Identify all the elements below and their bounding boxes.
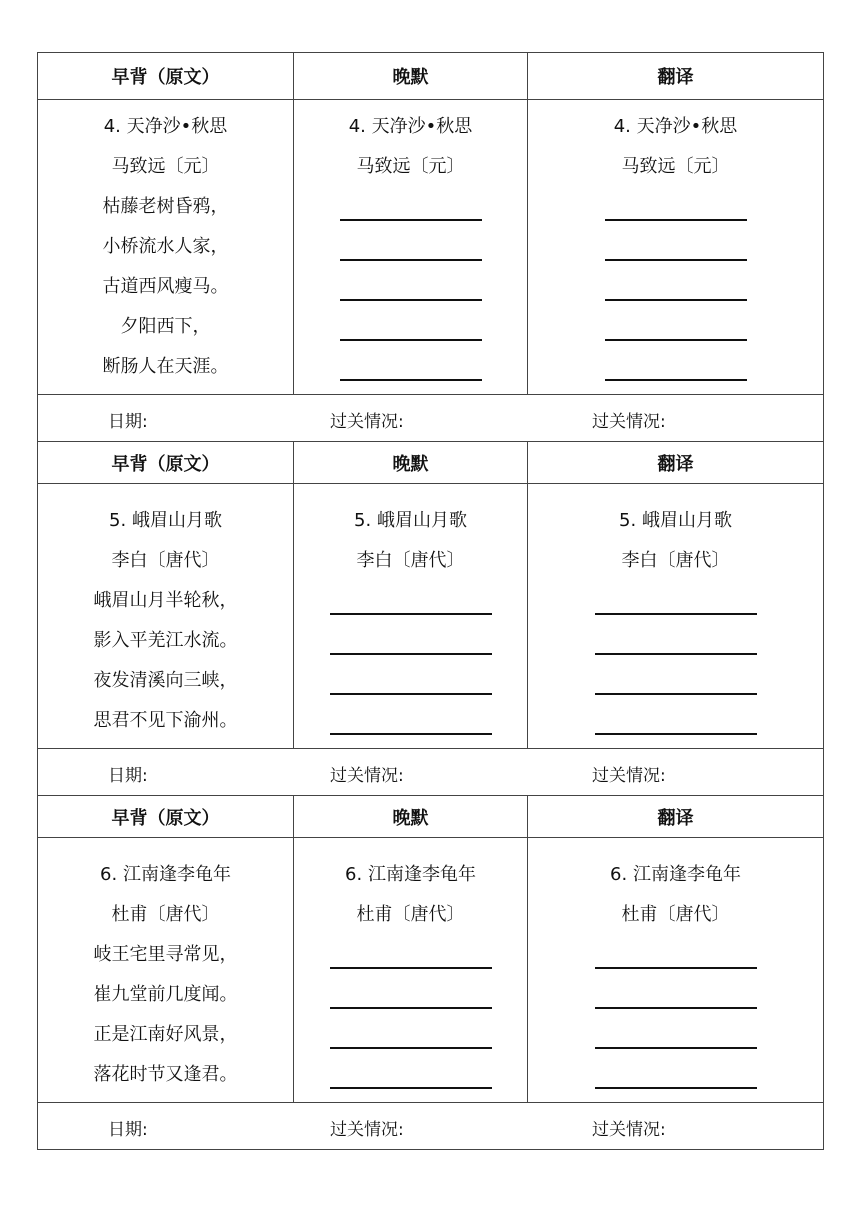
poem-author: 杜甫〔唐代〕	[356, 904, 465, 925]
blank-line[interactable]	[294, 708, 527, 748]
poem-line: 枯藤老树昏鸦，	[102, 196, 229, 217]
header-row	[38, 796, 824, 838]
poem-line: 落花时节又逢君。	[93, 1064, 238, 1085]
poem-author: 马致远〔元〕	[356, 156, 465, 177]
poem-line: 岐王宅里寻常见，	[93, 944, 238, 965]
blank-line[interactable]	[528, 668, 823, 708]
poem-line: 小桥流水人家，	[102, 236, 229, 257]
recitation-sheet	[37, 52, 823, 1150]
status-label: 过关情况:	[330, 1120, 404, 1140]
blank-line[interactable]	[528, 628, 823, 668]
poem-line: 正是江南好风景，	[93, 1024, 238, 1045]
poem-title: 6. 江南逢李龟年	[345, 864, 476, 885]
poem-line: 峨眉山月半轮秋，	[93, 590, 238, 611]
blank-line[interactable]	[528, 708, 823, 748]
blank-line[interactable]	[294, 274, 527, 314]
poem-title: 4. 天净沙•秋思	[613, 116, 738, 137]
poem-author: 李白〔唐代〕	[111, 550, 220, 571]
original-cell	[38, 838, 294, 1103]
poem-line: 崔九堂前几度闻。	[93, 984, 238, 1005]
blank-line[interactable]	[294, 354, 527, 394]
header-translation: 翻译	[528, 442, 824, 484]
dictation-cell	[294, 838, 528, 1103]
header-row	[38, 53, 824, 100]
translation-cell	[528, 100, 824, 395]
blank-line[interactable]	[294, 234, 527, 274]
blank-line[interactable]	[528, 1062, 823, 1102]
blank-line[interactable]	[294, 1062, 527, 1102]
poem-title: 4. 天净沙•秋思	[103, 116, 228, 137]
original-cell	[38, 100, 294, 395]
blank-line[interactable]	[528, 588, 823, 628]
poem-title: 6. 江南逢李龟年	[100, 864, 231, 885]
poem-author: 杜甫〔唐代〕	[111, 904, 220, 925]
dictation-cell	[294, 484, 528, 749]
status-label: 过关情况:	[592, 1120, 666, 1140]
footer-row	[38, 395, 824, 442]
blank-line[interactable]	[294, 942, 527, 982]
blank-line[interactable]	[294, 628, 527, 668]
poem-line: 古道西风瘦马。	[102, 276, 229, 297]
blank-line[interactable]	[528, 354, 823, 394]
header-row	[38, 442, 824, 484]
footer-row	[38, 1103, 824, 1150]
poem-title: 5. 峨眉山月歌	[354, 510, 467, 531]
blank-line[interactable]	[294, 1022, 527, 1062]
poem-title: 5. 峨眉山月歌	[109, 510, 222, 531]
poem-line: 思君不见下渝州。	[93, 710, 238, 731]
blank-line[interactable]	[528, 1022, 823, 1062]
header-original: 早背（原文）	[38, 53, 294, 100]
status-label: 过关情况:	[592, 412, 666, 432]
date-label: 日期:	[108, 1120, 148, 1140]
blank-line[interactable]	[528, 982, 823, 1022]
poem-line: 影入平羌江水流。	[93, 630, 238, 651]
translation-cell	[528, 838, 824, 1103]
blank-line[interactable]	[294, 588, 527, 628]
blank-line[interactable]	[528, 314, 823, 354]
footer-row	[38, 749, 824, 796]
blank-line[interactable]	[294, 194, 527, 234]
poem-line: 断肠人在天涯。	[102, 356, 229, 377]
blank-line[interactable]	[294, 982, 527, 1022]
date-label: 日期:	[108, 766, 148, 786]
poem-author: 马致远〔元〕	[111, 156, 220, 177]
poem-author: 李白〔唐代〕	[356, 550, 465, 571]
poem-title: 5. 峨眉山月歌	[619, 510, 732, 531]
blank-line[interactable]	[528, 234, 823, 274]
blank-line[interactable]	[294, 668, 527, 708]
poem-row	[38, 838, 824, 1103]
poem-author: 马致远〔元〕	[621, 156, 730, 177]
header-original: 早背（原文）	[38, 442, 294, 484]
recitation-table	[37, 52, 824, 1150]
date-label: 日期:	[108, 412, 148, 432]
poem-line: 夜发清溪向三峡，	[93, 670, 238, 691]
status-label: 过关情况:	[330, 412, 404, 432]
status-label: 过关情况:	[330, 766, 404, 786]
status-label: 过关情况:	[592, 766, 666, 786]
dictation-cell	[294, 100, 528, 395]
poem-row	[38, 100, 824, 395]
blank-line[interactable]	[294, 314, 527, 354]
header-dictation: 晚默	[294, 796, 528, 838]
header-translation: 翻译	[528, 53, 824, 100]
blank-line[interactable]	[528, 194, 823, 234]
header-translation: 翻译	[528, 796, 824, 838]
poem-author: 杜甫〔唐代〕	[621, 904, 730, 925]
poem-author: 李白〔唐代〕	[621, 550, 730, 571]
translation-cell	[528, 484, 824, 749]
blank-line[interactable]	[528, 942, 823, 982]
poem-title: 4. 天净沙•秋思	[348, 116, 473, 137]
header-original: 早背（原文）	[38, 796, 294, 838]
blank-line[interactable]	[528, 274, 823, 314]
header-dictation: 晚默	[294, 442, 528, 484]
original-cell	[38, 484, 294, 749]
header-dictation: 晚默	[294, 53, 528, 100]
poem-title: 6. 江南逢李龟年	[610, 864, 741, 885]
poem-line: 夕阳西下，	[120, 316, 211, 337]
poem-row	[38, 484, 824, 749]
